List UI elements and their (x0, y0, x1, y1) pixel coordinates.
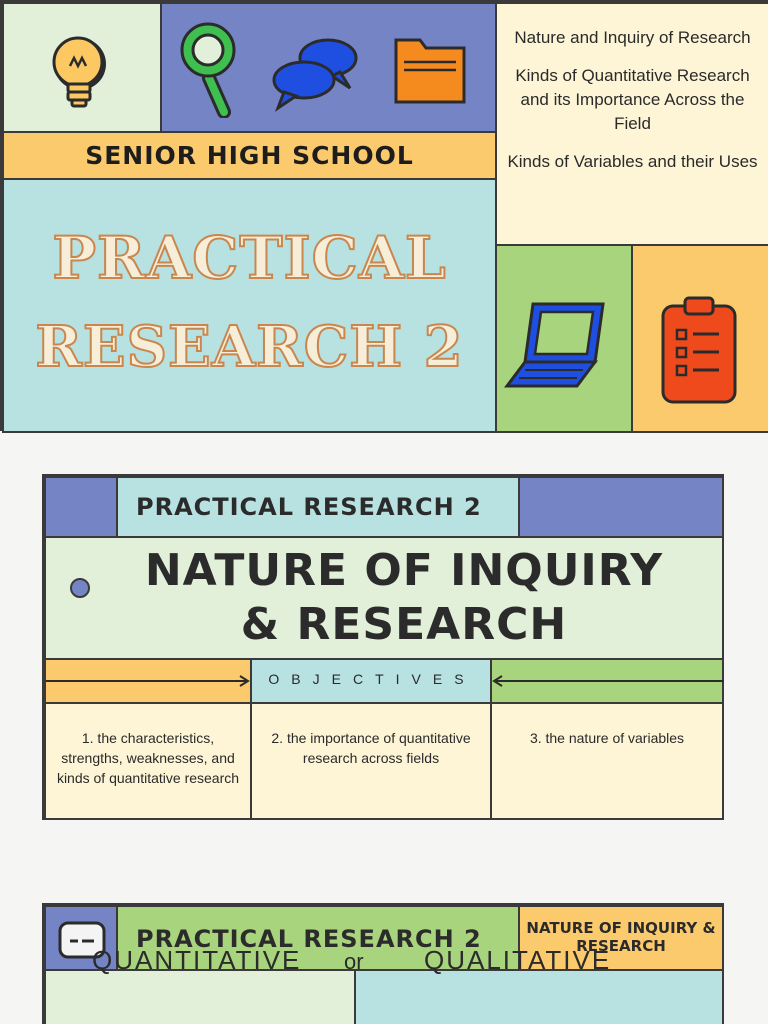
topics-list (505, 26, 760, 188)
school-level-banner (2, 131, 497, 180)
objectives-bar-left (46, 660, 252, 702)
icons-panel (160, 2, 497, 133)
quantitative-heading: QUANTITATIVE (92, 945, 302, 975)
comparison-left-panel (44, 969, 356, 1024)
lightbulb-icon (46, 30, 116, 114)
objectives-slide (42, 474, 724, 820)
school-level-text: SENIOR HIGH SCHOOL (85, 141, 414, 170)
clipboard-icon (659, 294, 741, 406)
slide-title-line1: NATURE OF INQUIRY (144, 545, 664, 596)
or-connector: or (344, 949, 364, 974)
title-panel (2, 178, 497, 433)
objective-card (250, 702, 492, 820)
arrow-right-icon (46, 660, 252, 702)
arrow-left-icon (492, 660, 724, 702)
cover-slide (0, 0, 768, 431)
slide-kicker-panel (116, 476, 520, 538)
topic-item: Kinds of Variables and their Uses (507, 152, 758, 171)
objective-text: 1. the characteristics, strengths, weaknesses, and kinds of quantitative research (56, 730, 240, 786)
laptop-panel (495, 244, 633, 433)
objective-card (44, 702, 252, 820)
slide-title-panel (44, 536, 724, 660)
objective-text: 3. the nature of variables (529, 730, 685, 746)
slide-title (86, 544, 722, 652)
qualitative-heading: QUALITATIVE (424, 945, 612, 975)
topic-tag: NATURE OF INQUIRY & RESEARCH (526, 919, 716, 955)
objectives-label: OBJECTIVES (268, 671, 476, 687)
bulb-panel (2, 2, 162, 133)
objective-card (490, 702, 724, 820)
cover-title-line1: PRACTICAL (52, 224, 447, 292)
slide-kicker: PRACTICAL RESEARCH 2 (136, 925, 482, 953)
corner-block (44, 476, 118, 538)
topic-item: Nature and Inquiry of Research (514, 28, 751, 47)
folder-icon (390, 32, 472, 108)
comparison-right-panel (354, 969, 724, 1024)
objective-text: 2. the importance of quantitative research across fields (271, 730, 471, 766)
slide-kicker: PRACTICAL RESEARCH 2 (136, 493, 482, 521)
chat-bubbles-icon (270, 36, 362, 112)
topic-item: Kinds of Quantitative Research and its Importance Across the Field (515, 66, 750, 133)
topics-panel (495, 2, 768, 246)
cover-title-line2: RESEARCH 2 (35, 314, 464, 380)
slide-title-line2: & RESEARCH (240, 599, 568, 650)
objectives-bar-right (490, 660, 722, 702)
laptop-icon (503, 298, 613, 392)
comparison-slide (42, 903, 724, 1024)
magnifier-icon (178, 20, 240, 118)
corner-block (518, 476, 724, 538)
objectives-bar (44, 658, 724, 704)
clipboard-panel (631, 244, 768, 433)
